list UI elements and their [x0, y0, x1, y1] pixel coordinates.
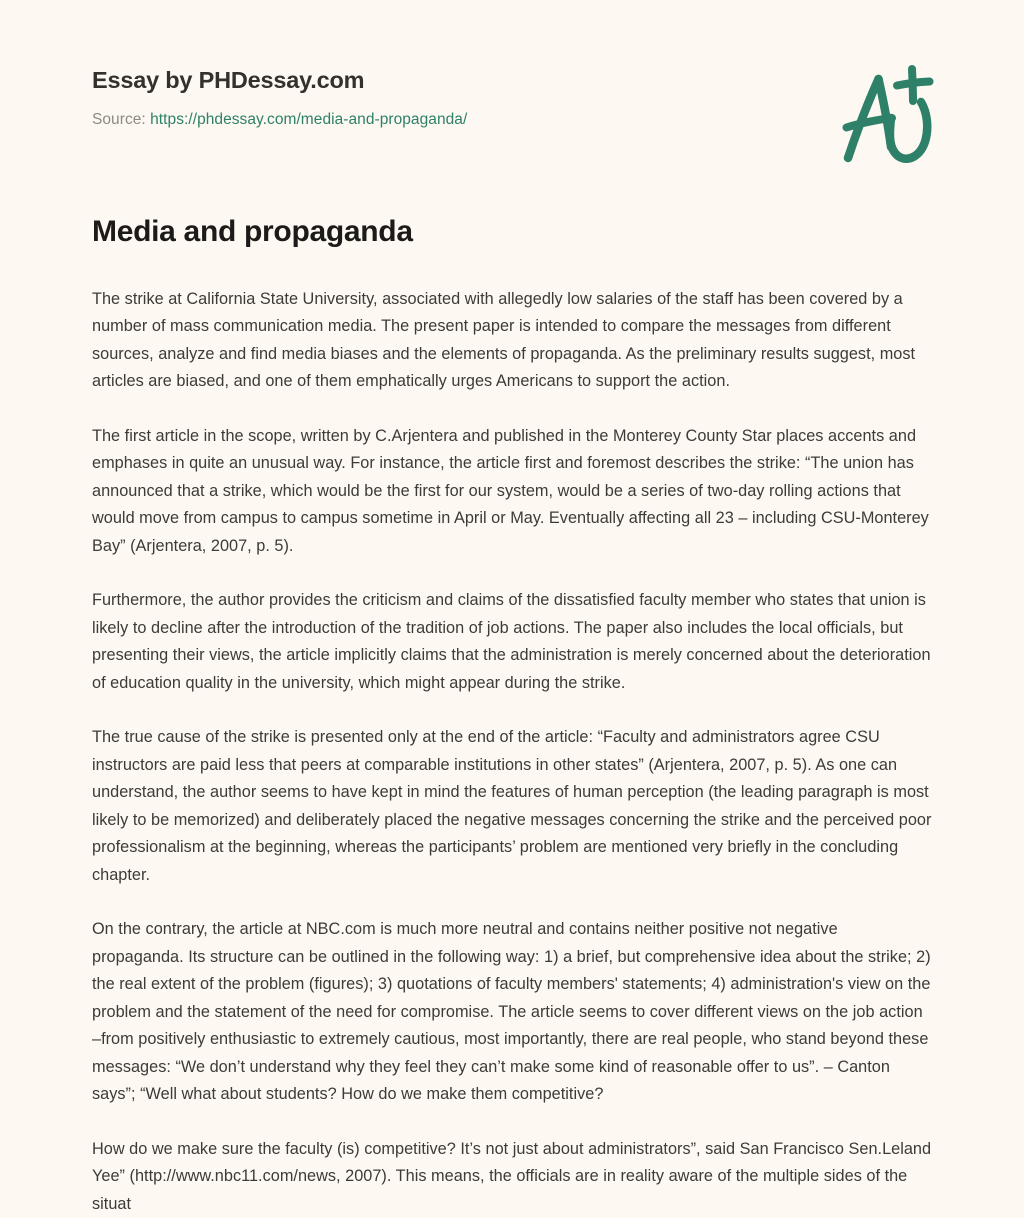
phdessay-aplus-logo-icon — [826, 52, 946, 170]
page-header — [0, 0, 1024, 150]
paragraph: The first article in the scope, written by C.Arjentera and published in the Monterey County Star places accents and emphases in quite an unusual way. For instance, the article first and foremost describes the strike: “The union has announced that a strike, which would be the first for our system, would be a series of two-day rolling actions that would move from campus to campus sometime in April or May. Eventually affecting all 23 – including CSU-Monterey Bay” (Arjentera, 2007, p. 5). — [92, 423, 932, 561]
paragraph: Furthermore, the author provides the criticism and claims of the dissatisfied faculty member who states that union is likely to decline after the introduction of the tradition of job actions. The paper also includes the local officials, but presenting their views, the article implicitly claims that the administration is merely concerned about the deterioration of education quality in the university, which might appear during the strike. — [92, 587, 932, 697]
paragraph: The strike at California State University, associated with allegedly low salaries of the staff has been covered by a number of mass communication media. The present paper is intended to compare the messages from different sources, analyze and find media biases and the elements of propaganda. As the preliminary results suggest, most articles are biased, and one of them emphatically urges Americans to support the action. — [92, 286, 932, 396]
source-label: Source: — [92, 111, 146, 128]
essay-body — [0, 286, 1024, 1218]
paragraph: How do we make sure the faculty (is) competitive? It’s not just about administrators”, said San Francisco Sen.Leland Yee” (http://www.nbc11.com/news, 2007). This means, the officials are in reality aware of the multiple sides of the situat — [92, 1136, 932, 1218]
brand-title: Essay by PHDessay.com — [92, 66, 932, 94]
source-line — [92, 111, 932, 130]
source-url-link[interactable]: https://phdessay.com/media-and-propaganda/ — [150, 111, 467, 128]
page-title: Media and propaganda — [0, 150, 1024, 251]
paragraph: The true cause of the strike is presented only at the end of the article: “Faculty and administrators agree CSU instructors are paid less that peers at comparable institutions in other states” (Arjentera, 2007, p. 5). As one can understand, the author seems to have kept in mind the features of human perception (the leading paragraph is most likely to be memorized) and deliberately placed the negative messages concerning the strike and the perceived poor professionalism at the beginning, whereas the participants’ problem are mentioned very briefly in the concluding chapter. — [92, 724, 932, 889]
paragraph: On the contrary, the article at NBC.com is much more neutral and contains neither positive not negative propaganda. Its structure can be outlined in the following way: 1) a brief, but comprehensive idea about the strike; 2) the real extent of the problem (figures); 3) quotations of faculty members' statements; 4) administration's view on the problem and the statement of the need for compromise. The article seems to cover different views on the job action –from positively enthusiastic to extremely cautious, most importantly, there are real people, who stand beyond these messages: “We don’t understand why they feel they can’t make some kind of reasonable offer to us”. – Canton says”; “Well what about students? How do we make them competitive? — [92, 916, 932, 1109]
